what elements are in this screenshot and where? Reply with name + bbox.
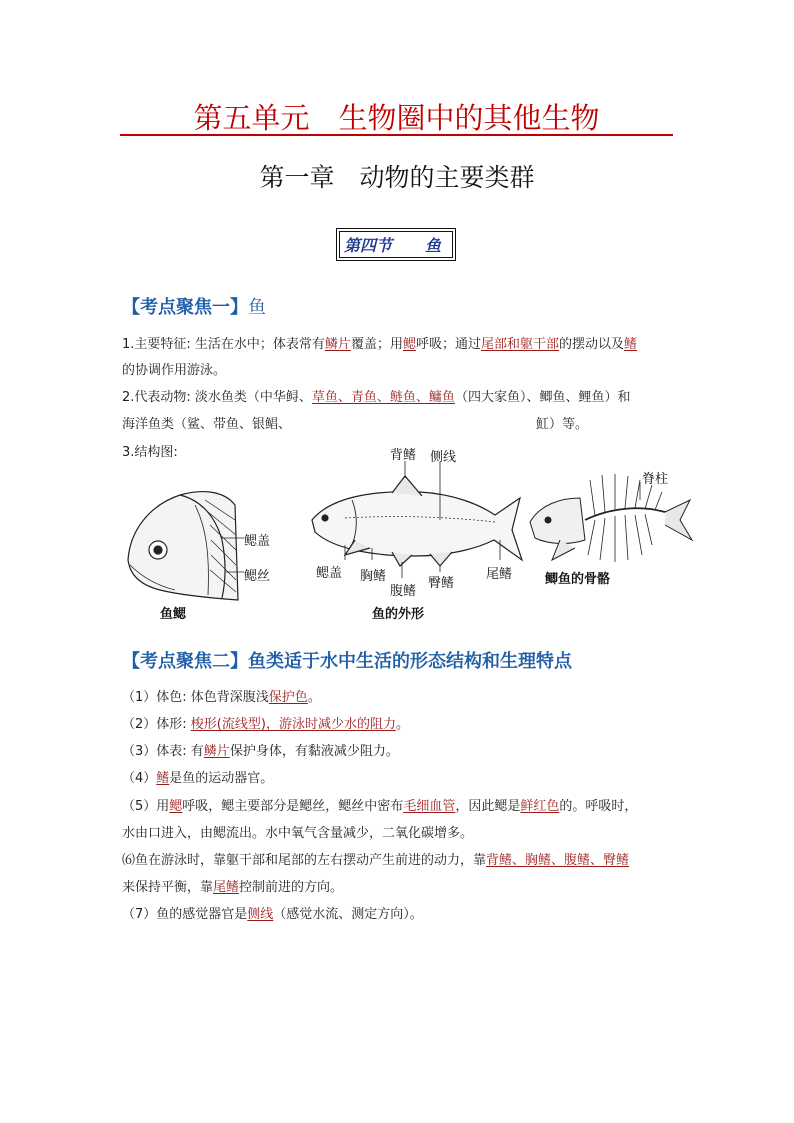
- text: （7）鱼的感觉器官是: [122, 907, 248, 922]
- focus1-topic: 鱼: [248, 297, 266, 318]
- text: 的摆动以及: [559, 337, 625, 352]
- focus2-item-1: [122, 689, 321, 707]
- key-term: 鳞片: [324, 337, 351, 352]
- text: ⑹鱼在游泳时，靠躯干部和尾部的左右摆动产生前进的动力，靠: [122, 853, 487, 868]
- unit-title: 第五单元 生物圈中的其他生物: [193, 101, 600, 135]
- text: （5）用: [122, 799, 170, 814]
- key-term: 鲜红色: [520, 799, 560, 814]
- exterior-label-caudal-fin: 尾鳍: [486, 567, 513, 582]
- gill-label-filament: 鳃丝: [244, 569, 271, 584]
- text: ，因此鳃是: [455, 799, 521, 814]
- skeleton-label-spine: 脊柱: [642, 472, 669, 487]
- key-term: 背鳍、胸鳍、腹鳍、臀鳍: [486, 853, 630, 868]
- focus2-item-2: [122, 716, 409, 734]
- key-term: 鳞片: [203, 744, 230, 759]
- focus2-item-3: [122, 743, 399, 761]
- exterior-label-dorsal-fin: 背鳍: [390, 448, 417, 463]
- text: 海洋鱼类（鲨、带鱼、银鲳、: [122, 417, 292, 432]
- exterior-label-operculum: 鳃盖: [316, 566, 343, 581]
- text: 呼吸；通过: [415, 337, 481, 352]
- section-number: 第四节: [344, 236, 393, 255]
- key-term: 草鱼、青鱼、鲢鱼、鳙鱼: [311, 390, 455, 405]
- text: 来保持平衡，靠: [122, 880, 214, 895]
- text: 是鱼的运动器官。: [169, 771, 274, 786]
- focus2-bracket-label: 【考点聚焦二】: [122, 651, 248, 672]
- text: 水由口进入，由鳃流出。水中氧气含量减少，二氧化碳增多。: [122, 826, 474, 841]
- skeleton-caption: 鲫鱼的骨骼: [545, 572, 611, 587]
- focus2-heading: [122, 650, 572, 674]
- focus1-bracket-label: 【考点聚焦一】: [122, 297, 248, 318]
- text: 呼吸，鳃主要部分是鳃丝，鳃丝中密布: [182, 799, 404, 814]
- focus2-item-5-cont: [122, 825, 473, 843]
- key-term: 鳃: [169, 799, 183, 814]
- focus2-topic: 鱼类适于水中生活的形态结构和生理特点: [248, 651, 572, 672]
- focus2-item-4: [122, 770, 273, 788]
- key-term: 尾鳍: [213, 880, 240, 895]
- focus2-item-6-cont: [122, 879, 343, 897]
- focus2-item-6: [122, 852, 629, 870]
- text: 。: [395, 717, 409, 732]
- gill-caption: 鱼鳃: [160, 607, 187, 622]
- key-term: 鳍: [624, 337, 638, 352]
- text: 2.代表动物: 淡水鱼类（中华鲟、: [122, 390, 312, 405]
- text: （四大家鱼）、鲫鱼、鲤鱼）和: [454, 390, 631, 405]
- exterior-label-pectoral-fin: 胸鳍: [360, 569, 387, 584]
- key-term: 尾部和躯干部: [480, 337, 559, 352]
- text: （4）: [122, 771, 157, 786]
- text: 控制前进的方向。: [239, 880, 344, 895]
- chapter-title: 第一章 动物的主要类群: [259, 163, 535, 192]
- fish-skeleton-drawing: [530, 474, 692, 562]
- key-term: 梭形(流线型)，游泳时减少水的阻力: [190, 717, 396, 732]
- text: 魟）等。: [536, 417, 589, 432]
- gill-label-operculum: 鳃盖: [244, 534, 271, 549]
- key-term: 鳍: [156, 771, 170, 786]
- key-term: 保护色: [268, 690, 308, 705]
- focus1-paragraph-1-cont: 的协调作用游泳。: [122, 363, 227, 378]
- fish-gill-drawing: [128, 492, 244, 600]
- exterior-caption: 鱼的外形: [372, 607, 425, 622]
- fish-exterior-drawing: [312, 461, 522, 578]
- focus1-paragraph-3: 3.结构图:: [122, 445, 178, 460]
- exterior-label-pelvic-fin: 腹鳍: [390, 584, 417, 599]
- text: 1.主要特征: 生活在水中；体表常有: [122, 337, 325, 352]
- focus2-item-7: [122, 906, 423, 924]
- text: （3）体表: 有: [122, 744, 204, 759]
- text: 覆盖；用: [350, 337, 403, 352]
- key-term: 侧线: [247, 907, 274, 922]
- text: （1）体色: 体色背深腹浅: [122, 690, 269, 705]
- section-name: 鱼: [425, 236, 442, 255]
- text: 保护身体，有黏液减少阻力。: [229, 744, 399, 759]
- key-term: 毛细血管: [403, 799, 456, 814]
- exterior-label-lateral-line: 侧线: [430, 450, 457, 465]
- text: （2）体形:: [122, 717, 191, 732]
- exterior-label-anal-fin: 臀鳍: [428, 576, 455, 591]
- key-term: 鳃: [402, 337, 416, 352]
- text: 的。呼吸时，: [559, 799, 638, 814]
- text: （感觉水流、测定方向）。: [273, 907, 423, 922]
- focus2-item-5: [122, 798, 637, 816]
- text: 。: [307, 690, 321, 705]
